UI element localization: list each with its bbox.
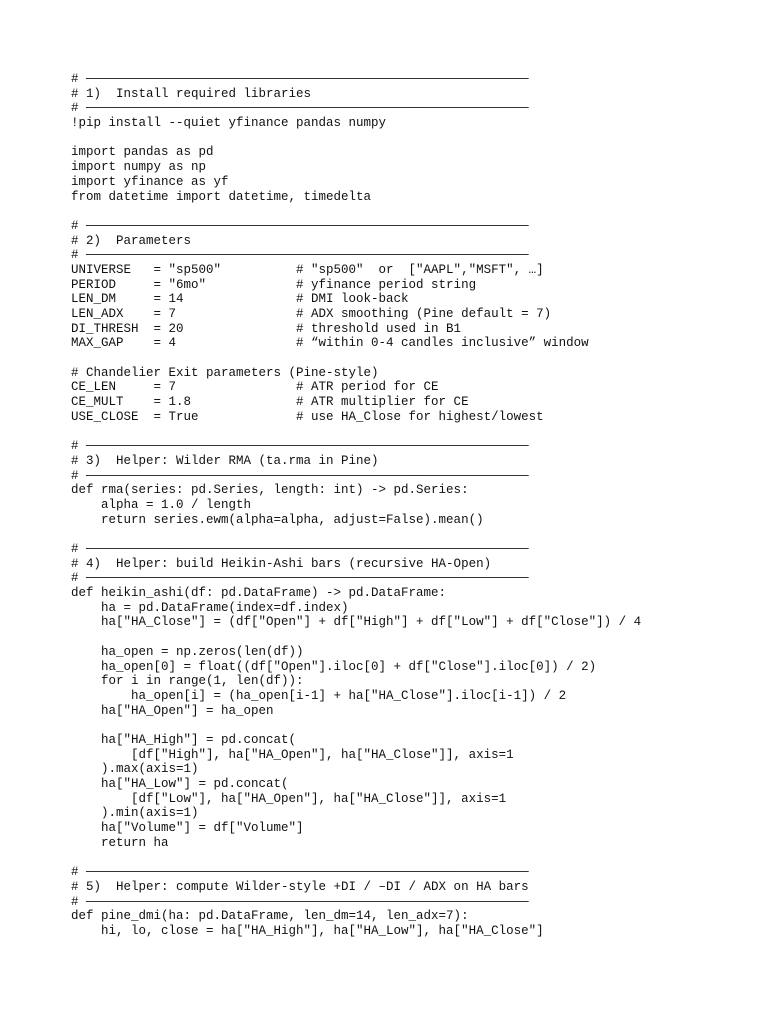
- code-line: return series.ewm(alpha=alpha, adjust=False).mean(): [71, 512, 484, 527]
- code-line: ha["Volume"] = df["Volume"]: [71, 821, 304, 836]
- code-line: ha_open = np.zeros(len(df)): [71, 644, 304, 659]
- code-line: # ———————————————————————————————————————————————————————————: [71, 248, 529, 263]
- code-line: # ———————————————————————————————————————————————————————————: [71, 571, 529, 586]
- code-line: !pip install --quiet yfinance pandas numpy: [71, 116, 387, 131]
- code-line: # ———————————————————————————————————————————————————————————: [71, 439, 529, 454]
- code-line: USE_CLOSE = True # use HA_Close for highest/lowest: [71, 409, 544, 424]
- code-line: ).max(axis=1): [71, 762, 199, 777]
- code-line: [71, 718, 751, 733]
- code-line: # ———————————————————————————————————————————————————————————: [71, 865, 529, 880]
- code-line: hi, lo, close = ha["HA_High"], ha["HA_Low"], ha["HA_Close"]: [71, 923, 544, 938]
- code-line: ha_open[i] = (ha_open[i-1] + ha["HA_Close"].iloc[i-1]) / 2: [71, 688, 567, 703]
- code-line: DI_THRESH = 20 # threshold used in B1: [71, 321, 462, 336]
- code-line: def heikin_ashi(df: pd.DataFrame) -> pd.DataFrame:: [71, 586, 447, 601]
- code-line: for i in range(1, len(df)):: [71, 674, 304, 689]
- code-line: [71, 527, 751, 542]
- code-line: CE_LEN = 7 # ATR period for CE: [71, 380, 439, 395]
- code-line: [71, 204, 751, 219]
- code-line: [71, 630, 751, 645]
- code-line: import pandas as pd: [71, 145, 214, 160]
- code-line: # ———————————————————————————————————————————————————————————: [71, 72, 529, 86]
- code-line: # 1) Install required libraries: [71, 86, 312, 101]
- code-line: # 4) Helper: build Heikin-Ashi bars (recursive HA-Open): [71, 556, 492, 571]
- code-line: # ———————————————————————————————————————————————————————————: [71, 894, 529, 909]
- code-line: ha["HA_Close"] = (df["Open"] + df["High"] + df["Low"] + df["Close"]) / 4: [71, 615, 642, 630]
- code-line: ha["HA_Low"] = pd.concat(: [71, 777, 289, 791]
- code-line: # ———————————————————————————————————————————————————————————: [71, 468, 529, 483]
- code-line: def pine_dmi(ha: pd.DataFrame, len_dm=14, len_adx=7):: [71, 909, 469, 924]
- code-line: ha["HA_High"] = pd.concat(: [71, 732, 297, 747]
- code-line: # 2) Parameters: [71, 233, 192, 248]
- code-line: CE_MULT = 1.8 # ATR multiplier for CE: [71, 395, 469, 410]
- code-line: # Chandelier Exit parameters (Pine-style): [71, 365, 379, 380]
- code-line: [71, 351, 751, 366]
- code-line: import numpy as np: [71, 160, 207, 175]
- code-line: # ———————————————————————————————————————————————————————————: [71, 101, 529, 116]
- code-line: MAX_GAP = 4 # “within 0-4 candles inclusive” window: [71, 336, 589, 351]
- code-line: import yfinance as yf: [71, 174, 229, 189]
- code-line: [71, 850, 751, 865]
- code-line: alpha = 1.0 / length: [71, 497, 252, 512]
- code-line: ha["HA_Open"] = ha_open: [71, 703, 274, 718]
- code-line: PERIOD = "6mo" # yfinance period string: [71, 277, 477, 292]
- code-document: [71, 72, 751, 939]
- code-line: UNIVERSE = "sp500" # "sp500" or ["AAPL","MSFT", …]: [71, 262, 544, 277]
- code-line: return ha: [71, 835, 169, 850]
- code-line: # ———————————————————————————————————————————————————————————: [71, 542, 529, 556]
- code-line: ha_open[0] = float((df["Open"].iloc[0] + df["Close"].iloc[0]) / 2): [71, 659, 597, 674]
- code-line: LEN_ADX = 7 # ADX smoothing (Pine default = 7): [71, 307, 552, 321]
- code-line: [71, 131, 751, 146]
- code-line: from datetime import datetime, timedelta: [71, 189, 372, 204]
- code-line: LEN_DM = 14 # DMI look-back: [71, 292, 409, 307]
- code-line: [df["High"], ha["HA_Open"], ha["HA_Close"]], axis=1: [71, 747, 514, 762]
- code-line: # 3) Helper: Wilder RMA (ta.rma in Pine): [71, 453, 379, 468]
- code-line: # 5) Helper: compute Wilder-style +DI / –DI / ADX on HA bars: [71, 879, 529, 894]
- code-line: ha = pd.DataFrame(index=df.index): [71, 600, 349, 615]
- code-line: # ———————————————————————————————————————————————————————————: [71, 218, 529, 233]
- code-line: [71, 425, 751, 440]
- code-line: def rma(series: pd.Series, length: int) -> pd.Series:: [71, 483, 469, 498]
- code-line: [df["Low"], ha["HA_Open"], ha["HA_Close"]], axis=1: [71, 791, 507, 806]
- code-line: ).min(axis=1): [71, 806, 199, 821]
